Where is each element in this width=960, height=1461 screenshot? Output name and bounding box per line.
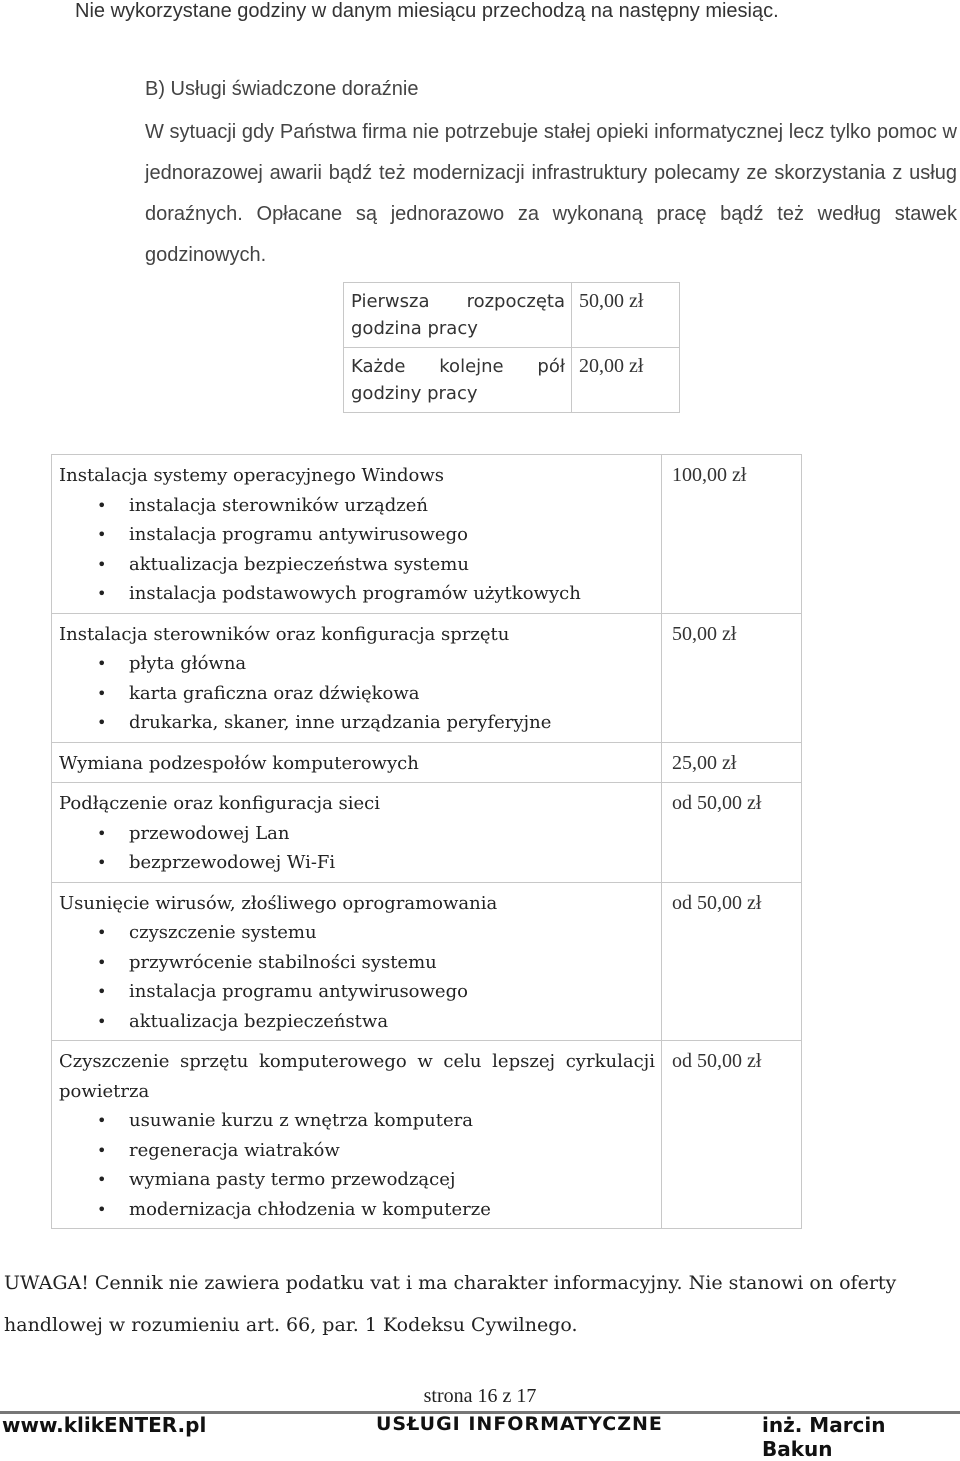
page-number: strona 16 z 17 — [423, 1385, 537, 1407]
service-title: Podłączenie oraz konfiguracja sieci — [59, 793, 381, 814]
hourly-rate-label: Każde kolejne pół godziny pracy — [344, 348, 572, 413]
service-item-text: modernizacja chłodzenia w komputerze — [129, 1198, 491, 1220]
service-item-text: czyszczenie systemu — [129, 922, 317, 943]
service-item-text: płyta główna — [129, 653, 247, 674]
service-items-list — [59, 918, 655, 1036]
bullet-icon: • — [97, 853, 107, 872]
service-item-text: bezprzewodowej Wi-Fi — [129, 852, 336, 873]
hourly-rate-price: 20,00 zł — [572, 348, 680, 413]
service-price: od 50,00 zł — [662, 882, 802, 1041]
hourly-rate-price: 50,00 zł — [572, 283, 680, 348]
service-item-text: przewodowej Lan — [129, 822, 290, 844]
service-item-text: instalacja programu antywirusowego — [129, 981, 468, 1002]
service-row — [52, 613, 802, 742]
bullet-icon: • — [97, 554, 107, 574]
section-heading: B) Usługi świadczone doraźnie — [145, 78, 419, 100]
service-item — [59, 819, 655, 849]
bullet-icon: • — [97, 654, 107, 673]
bullet-icon: • — [97, 584, 107, 603]
service-items-list — [59, 491, 655, 609]
bullet-icon: • — [97, 495, 107, 515]
services-price-table — [51, 454, 802, 1229]
service-item — [59, 491, 655, 521]
service-item — [59, 520, 655, 550]
service-item — [59, 649, 655, 679]
service-description — [52, 742, 662, 783]
bullet-icon: • — [97, 982, 107, 1001]
service-description — [52, 613, 662, 742]
service-item — [59, 977, 655, 1007]
service-price: 50,00 zł — [662, 613, 802, 742]
service-description — [52, 455, 662, 614]
service-item — [59, 948, 655, 978]
service-item — [59, 708, 655, 738]
bullet-icon: • — [97, 1199, 107, 1219]
service-items-list — [59, 1106, 655, 1224]
service-description — [52, 882, 662, 1041]
service-row — [52, 783, 802, 883]
service-item-text: instalacja podstawowych programów użytkowych — [129, 583, 581, 604]
service-price: 100,00 zł — [662, 455, 802, 614]
service-item-text: karta graficzna oraz dźwiękowa — [129, 682, 420, 704]
service-description — [52, 1041, 662, 1229]
service-title: Usunięcie wirusów, złośliwego oprogramowania — [59, 892, 498, 914]
bullet-icon: • — [97, 683, 107, 703]
service-row — [52, 455, 802, 614]
hourly-rate-label: Pierwsza rozpoczęta godzina pracy — [344, 283, 572, 348]
footer-author: inż. Marcin Bakun — [762, 1413, 886, 1461]
footer-tagline: USŁUGI INFORMATYCZNE — [376, 1413, 663, 1435]
bullet-icon: • — [97, 1011, 107, 1031]
service-item — [59, 1106, 655, 1136]
service-item — [59, 1007, 655, 1037]
service-item-text: instalacja programu antywirusowego — [129, 524, 468, 545]
service-title: Instalacja sterowników oraz konfiguracja sprzętu — [59, 623, 510, 645]
service-item — [59, 848, 655, 878]
service-price: od 50,00 zł — [662, 1041, 802, 1229]
service-item-text: regeneracja wiatraków — [129, 1139, 340, 1161]
service-row — [52, 882, 802, 1041]
section-intro: W sytuacji gdy Państwa firma nie potrzebuje stałej opieki informatycznej lecz tylko pomoc w jednorazowej awarii bądź też modernizacji infrastruktury polecamy ze skorzystania z usług doraźnych. Opłacane są jednorazowo za wykonaną pracę bądź też według stawek godzinowych. — [145, 121, 957, 266]
service-description — [52, 783, 662, 883]
bullet-icon: • — [97, 525, 107, 544]
bullet-icon: • — [97, 1111, 107, 1130]
service-items-list — [59, 649, 655, 738]
hourly-rate-row — [344, 283, 680, 348]
service-items-list — [59, 819, 655, 878]
service-item-text: usuwanie kurzu z wnętrza komputera — [129, 1110, 473, 1131]
service-item — [59, 1165, 655, 1195]
service-item-text: wymiana pasty termo przewodzącej — [129, 1169, 456, 1190]
service-item — [59, 579, 655, 609]
service-item — [59, 550, 655, 580]
bullet-icon: • — [97, 713, 107, 732]
service-item — [59, 918, 655, 948]
bullet-icon: • — [97, 823, 107, 843]
hourly-rates-table — [343, 282, 680, 413]
service-title: Czyszczenie sprzętu komputerowego w celu lepszej cyrkulacji powietrza — [59, 1051, 655, 1102]
service-price: 25,00 zł — [662, 742, 802, 783]
bullet-icon: • — [97, 923, 107, 942]
service-item-text: aktualizacja bezpieczeństwa — [129, 1010, 389, 1032]
service-item-text: aktualizacja bezpieczeństwa systemu — [129, 553, 469, 575]
service-item-text: drukarka, skaner, inne urządzania peryferyjne — [129, 712, 552, 733]
top-note: Nie wykorzystane godziny w danym miesiącu przechodzą na następny miesiąc. — [75, 0, 779, 22]
hourly-rate-row — [344, 348, 680, 413]
bullet-icon: • — [97, 1140, 107, 1160]
footer-website: www.klikENTER.pl — [2, 1413, 207, 1437]
service-item-text: instalacja sterowników urządzeń — [129, 494, 429, 516]
bullet-icon: • — [97, 1170, 107, 1189]
service-price: od 50,00 zł — [662, 783, 802, 883]
service-item — [59, 1195, 655, 1225]
service-item — [59, 679, 655, 709]
service-row — [52, 1041, 802, 1229]
service-row — [52, 742, 802, 783]
vat-notice: UWAGA! Cennik nie zawiera podatku vat i ma charakter informacyjny. Nie stanowi on oferty handlowej w rozumieniu art. 66, par. 1 Kodeksu Cywilnego. — [4, 1272, 897, 1336]
service-item-text: przywrócenie stabilności systemu — [129, 951, 437, 973]
service-item — [59, 1136, 655, 1166]
service-title: Instalacja systemy operacyjnego Windows — [59, 465, 445, 486]
bullet-icon: • — [97, 952, 107, 972]
service-title: Wymiana podzespołów komputerowych — [59, 752, 419, 774]
